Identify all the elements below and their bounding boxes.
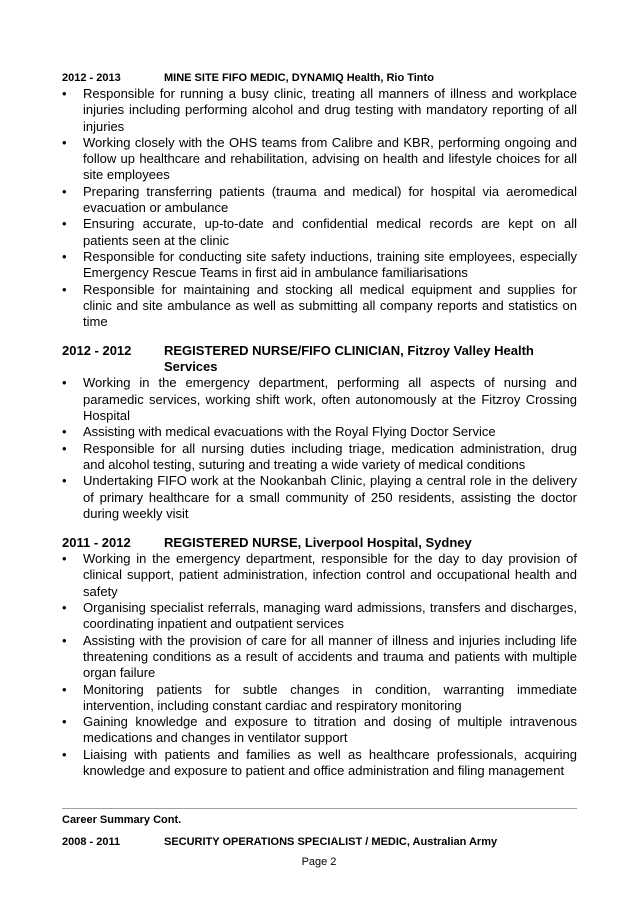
duty-item: • Liaising with patients and families as well as healthcare professionals, acquiring knowledge and exposure to patient and office administration and filing management <box>62 747 577 780</box>
duty-item: • Working in the emergency department, responsible for the day to day provision of clinical support, patient administration, infection control and occupational health and safety <box>62 551 577 600</box>
job-entry <box>62 343 577 522</box>
resume-page <box>62 71 577 792</box>
duty-item: • Organising specialist referrals, managing ward admissions, transfers and discharges, coordinating inpatient and outpatient services <box>62 600 577 633</box>
job-duties-list <box>62 86 577 330</box>
job-title: REGISTERED NURSE, Liverpool Hospital, Sydney <box>164 535 472 551</box>
duty-item: • Working closely with the OHS teams from Calibre and KBR, performing ongoing and follow up healthcare and rehabilitation, advising on health and lifestyle choices for all site employees <box>62 135 577 184</box>
next-job-heading <box>62 836 577 848</box>
footer-divider <box>62 808 577 809</box>
duty-item: • Responsible for running a busy clinic, treating all manners of illness and workplace injuries including performing alcohol and drug testing with mandatory reporting of all injuries <box>62 86 577 135</box>
duty-item: • Gaining knowledge and exposure to titration and dosing of multiple intravenous medications and changes in ventilator support <box>62 714 577 747</box>
page-number: Page 2 <box>301 856 337 868</box>
job-entry <box>62 71 577 330</box>
job-title: MINE SITE FIFO MEDIC, DYNAMIQ Health, Rio Tinto <box>164 72 434 84</box>
job-heading <box>62 343 577 375</box>
job-entry <box>62 535 577 779</box>
job-heading <box>62 535 577 551</box>
job-years: 2011 - 2012 <box>62 535 131 551</box>
duty-item: • Responsible for conducting site safety inductions, training site employees, especially Emergency Rescue Teams in first aid in ambulance familiarisations <box>62 249 577 282</box>
duty-item: • Responsible for maintaining and stocking all medical equipment and supplies for clinic and site ambulance as well as submitting all company reports and statistics on time <box>62 282 577 331</box>
job-years: 2012 - 2013 <box>62 72 121 84</box>
job-years: 2012 - 2012 <box>62 343 132 359</box>
duty-item: • Monitoring patients for subtle changes in condition, warranting immediate intervention, including constant cardiac and respiratory monitoring <box>62 682 577 715</box>
job-years: 2008 - 2011 <box>62 836 121 848</box>
duty-item: • Undertaking FIFO work at the Nookanbah Clinic, playing a central role in the delivery of primary healthcare for a small community of 250 residents, assisting the doctor during weekly visit <box>62 473 577 522</box>
job-title: REGISTERED NURSE/FIFO CLINICIAN, Fitzroy Valley Health Services <box>164 343 534 375</box>
duty-item: • Ensuring accurate, up-to-date and confidential medical records are kept on all patients seen at the clinic <box>62 216 577 249</box>
duty-item: • Assisting with the provision of care for all manner of illness and injuries including life threatening conditions as a result of accidents and trauma and patients with multiple organ failure <box>62 633 577 682</box>
duty-item: • Assisting with medical evacuations with the Royal Flying Doctor Service <box>62 424 577 440</box>
job-duties-list <box>62 551 577 779</box>
job-title: SECURITY OPERATIONS SPECIALIST / MEDIC, Australian Army <box>164 836 498 848</box>
job-duties-list <box>62 375 577 522</box>
section-label: Career Summary Cont. <box>62 814 182 826</box>
job-heading <box>62 71 577 86</box>
duty-item: • Preparing transferring patients (trauma and medical) for hospital via aeromedical evacuation or ambulance <box>62 184 577 217</box>
duty-item: • Working in the emergency department, performing all aspects of nursing and paramedic services, working shift work, often autonomously at the Fitzroy Crossing Hospital <box>62 375 577 424</box>
duty-item: • Responsible for all nursing duties including triage, medication administration, drug and alcohol testing, suturing and treating a wide variety of medical conditions <box>62 441 577 474</box>
